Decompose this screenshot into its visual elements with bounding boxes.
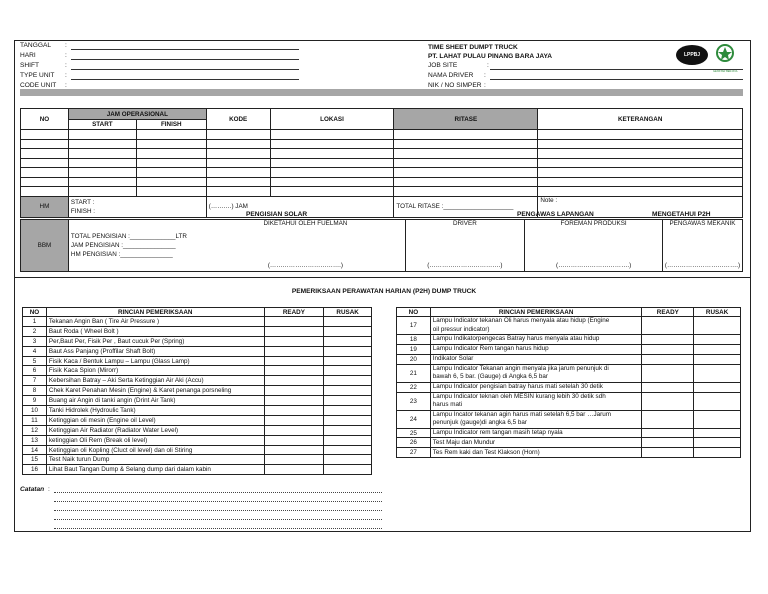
timesheet-cell[interactable] [68, 177, 136, 187]
p2h-ready-cell[interactable] [264, 317, 324, 327]
timesheet-cell[interactable] [21, 149, 69, 159]
p2h-left-row [23, 396, 372, 406]
total-ritase: TOTAL RITASE :____________________ [394, 196, 538, 217]
p2h-ready-cell[interactable] [642, 448, 694, 458]
p2h-left-row [23, 366, 372, 376]
driver-cell [405, 220, 525, 272]
p2h-item-no: 27 [397, 448, 431, 458]
p2h-item-line1: Lampu Indicator pengisian batray harus mati setelah 30 detik [432, 382, 603, 390]
p2h-item-line1: Lampu Indicator Rem tangan harus hidup [432, 345, 549, 353]
p2h-right-row [397, 428, 741, 438]
p2h-right-row [397, 344, 741, 354]
col-kode-header: KODE [206, 109, 270, 130]
jam-pengisian: JAM PENGISIAN :_______________ [70, 242, 176, 249]
p2h-left-row [23, 465, 372, 475]
p2h-ready-cell[interactable] [264, 415, 324, 425]
timesheet-table [20, 108, 743, 218]
p2h-item-line1: Lampu Indikatorpengecas Batray harus menyala atau hidup [432, 335, 600, 343]
timesheet-cell[interactable] [206, 158, 270, 168]
p2h-rusak-cell[interactable] [324, 435, 372, 445]
p2h-item-no: 15 [23, 455, 47, 465]
p2h-item-text: Buang air Angin di tanki angin (Drint Air Tank) [46, 396, 264, 406]
p2h-rusak-cell[interactable] [324, 396, 372, 406]
timesheet-cell[interactable] [394, 139, 538, 149]
p2h-item-no: 18 [397, 335, 431, 345]
header-right-field-colon: : [484, 72, 486, 79]
p2h-ready-cell[interactable] [642, 438, 694, 448]
p2h-item-text: ketinggian Oli Rem (Break oli level) [46, 435, 264, 445]
p2h-item-line1: Indikator Solar [432, 354, 474, 362]
p2h-item-no: 9 [23, 396, 47, 406]
p2h-ready-cell[interactable] [642, 410, 694, 428]
timesheet-row [21, 158, 743, 168]
p2h-rusak-cell[interactable] [324, 465, 372, 475]
timesheet-cell[interactable] [136, 149, 206, 159]
col-finish-header: FINISH [136, 120, 206, 130]
p2h-rusak-cell[interactable] [324, 346, 372, 356]
header-right-field-colon: : [487, 62, 489, 69]
p2h-item-no: 7 [23, 376, 47, 386]
p2h-item-no: 20 [397, 354, 431, 364]
timesheet-cell[interactable] [394, 158, 538, 168]
timesheet-cell[interactable] [538, 187, 743, 197]
p2h-rusak-cell[interactable] [694, 410, 741, 428]
hm-jam: (……….) JAM [206, 196, 394, 217]
p2h-rusak-cell[interactable] [694, 354, 741, 364]
timesheet-cell[interactable] [394, 168, 538, 178]
p2h-item-text [430, 428, 642, 438]
total-pengisian: TOTAL PENGISIAN :_____________LTR [70, 233, 187, 240]
p2h-item-text [430, 438, 642, 448]
p2h-left-col-rincian: RINCIAN PEMERIKSAAN [46, 308, 264, 317]
timesheet-cell[interactable] [538, 177, 743, 187]
p2h-item-line1: Tes Rem kaki dan Test Klakson (Horn) [432, 448, 540, 456]
p2h-right-col-rusak: RUSAK [694, 308, 741, 317]
p2h-left-row [23, 455, 372, 465]
header-field-colon: : [65, 52, 67, 59]
p2h-item-no: 16 [23, 465, 47, 475]
p2h-left-row [23, 326, 372, 336]
p2h-item-no: 10 [23, 406, 47, 416]
p2h-item-no: 4 [23, 346, 47, 356]
header-field-label: TANGGAL [20, 42, 52, 49]
p2h-rusak-cell[interactable] [694, 438, 741, 448]
p2h-item-text [430, 392, 642, 410]
p2h-rusak-cell[interactable] [694, 317, 741, 335]
mekanik-signature: (…………………………….) [664, 262, 741, 269]
p2h-item-text [430, 448, 642, 458]
timesheet-cell[interactable] [206, 187, 270, 197]
p2h-rusak-cell[interactable] [694, 364, 741, 382]
catatan-colon: : [48, 486, 50, 493]
p2h-left-col-no: NO [23, 308, 47, 317]
p2h-item-no: 19 [397, 344, 431, 354]
p2h-rusak-cell[interactable] [694, 335, 741, 345]
timesheet-cell[interactable] [136, 158, 206, 168]
header-field-label: CODE UNIT [20, 82, 57, 89]
header-field-label: SHIFT [20, 62, 40, 69]
timesheet-cell[interactable] [136, 177, 206, 187]
p2h-item-line2: penunjuk (gauge)di angka 6,5 bar [432, 419, 527, 427]
p2h-left-row [23, 445, 372, 455]
p2h-left-col-ready: READY [264, 308, 324, 317]
p2h-right-col-rincian: RINCIAN PEMERIKSAAN [430, 308, 642, 317]
p2h-item-text: Per,Baut Per, Fisik Per , Baut cucuk Per (Spring) [46, 336, 264, 346]
p2h-rusak-cell[interactable] [324, 376, 372, 386]
p2h-item-no: 3 [23, 336, 47, 346]
p2h-item-text: Tanki Hidrolek (Hydroulic Tank) [46, 406, 264, 416]
p2h-item-line2: bawah 6, 5 bar. (Gauge) di Angka 6,5 bar [432, 373, 548, 381]
timesheet-cell[interactable] [206, 139, 270, 149]
company-logo-text: LPPBJ [683, 52, 701, 58]
p2h-rusak-cell[interactable] [324, 366, 372, 376]
p2h-ready-cell[interactable] [264, 435, 324, 445]
p2h-item-no: 21 [397, 364, 431, 382]
p2h-left-row [23, 386, 372, 396]
p2h-item-no: 11 [23, 415, 47, 425]
p2h-right-row [397, 448, 741, 458]
header-field-colon: : [65, 62, 67, 69]
p2h-item-text [430, 317, 642, 335]
p2h-rusak-cell[interactable] [324, 445, 372, 455]
timesheet-cell[interactable] [270, 149, 394, 159]
timesheet-cell[interactable] [394, 187, 538, 197]
p2h-right-row [397, 364, 741, 382]
p2h-item-line1: Lampu Indicator Tekanan angin menyala jika jarum penunjuk di [432, 364, 609, 372]
timesheet-cell[interactable] [538, 130, 743, 140]
p2h-item-line2: harus mati [432, 401, 463, 409]
mekanik-cell [663, 220, 743, 272]
timesheet-row [21, 149, 743, 159]
p2h-item-text [430, 354, 642, 364]
timesheet-cell[interactable] [394, 130, 538, 140]
header-field-colon: : [65, 82, 67, 89]
signature-table [20, 219, 743, 272]
foreman-signature: (…………………………….) [556, 262, 632, 269]
p2h-item-no: 12 [23, 425, 47, 435]
p2h-ready-cell[interactable] [264, 346, 324, 356]
timesheet-cell[interactable] [394, 149, 538, 159]
p2h-ready-cell[interactable] [642, 335, 694, 345]
foreman-cell [525, 220, 663, 272]
timesheet-row [21, 187, 743, 197]
pengisian-fields [68, 220, 206, 272]
p2h-right-row [397, 382, 741, 392]
timesheet-cell[interactable] [270, 168, 394, 178]
p2h-item-no: 8 [23, 386, 47, 396]
timesheet-cell[interactable] [206, 177, 270, 187]
timesheet-cell[interactable] [206, 168, 270, 178]
timesheet-cell[interactable] [538, 149, 743, 159]
p2h-item-text: Test Naik turun Dump [46, 455, 264, 465]
p2h-item-text: Fisik Kaca Spion (Mirorr) [46, 366, 264, 376]
timesheet-cell[interactable] [270, 158, 394, 168]
p2h-ready-cell[interactable] [264, 406, 324, 416]
timesheet-cell[interactable] [21, 187, 69, 197]
p2h-ready-cell[interactable] [642, 428, 694, 438]
p2h-rusak-cell[interactable] [694, 344, 741, 354]
p2h-left-table [22, 307, 372, 475]
p2h-item-no: 26 [397, 438, 431, 448]
timesheet-cell[interactable] [270, 177, 394, 187]
col-lokasi-header: LOKASI [270, 109, 394, 130]
timesheet-cell[interactable] [21, 168, 69, 178]
p2h-ready-cell[interactable] [642, 317, 694, 335]
timesheet-cell[interactable] [270, 139, 394, 149]
p2h-item-line1: Lampu Indicator teknan oleh MESIN kurang lebih 30 detik sdh [432, 392, 606, 400]
timesheet-cell[interactable] [538, 139, 743, 149]
timesheet-cell[interactable] [68, 130, 136, 140]
timesheet-cell[interactable] [270, 130, 394, 140]
col-keterangan-header: KETERANGAN [538, 109, 743, 130]
p2h-left-row [23, 425, 372, 435]
p2h-ready-cell[interactable] [264, 465, 324, 475]
p2h-ready-cell[interactable] [264, 326, 324, 336]
timesheet-cell[interactable] [21, 158, 69, 168]
p2h-item-no: 6 [23, 366, 47, 376]
p2h-item-line1: Lampu Indicator tekanan Oli harus menyala atau hidup (Engine [432, 317, 610, 324]
driver-signature: (…………………………….) [427, 262, 503, 269]
note: Note : [538, 196, 743, 217]
p2h-item-text: Baut Roda ( Wheel Bolt ) [46, 326, 264, 336]
p2h-item-no: 5 [23, 356, 47, 366]
p2h-left-row [23, 435, 372, 445]
p2h-item-text: Kebersihan Batray – Aki Serta Ketinggian Air Aki (Accu) [46, 376, 264, 386]
p2h-item-text: Ketinggian oli Kopling (Cluct oil level) dan oli Stiring [46, 445, 264, 455]
pengisian-solar-label: PENGISIAN SOLAR [246, 211, 308, 218]
p2h-right-col-no: NO [397, 308, 431, 317]
timesheet-cell[interactable] [538, 158, 743, 168]
p2h-item-no: 25 [397, 428, 431, 438]
bbm-label: BBM [21, 220, 69, 272]
p2h-rusak-cell[interactable] [324, 415, 372, 425]
p2h-item-no: 23 [397, 392, 431, 410]
p2h-rusak-cell[interactable] [324, 317, 372, 327]
catatan-line[interactable] [54, 528, 382, 529]
p2h-rusak-cell[interactable] [324, 425, 372, 435]
p2h-ready-cell[interactable] [264, 396, 324, 406]
p2h-item-text [430, 335, 642, 345]
section-divider [14, 277, 751, 278]
timesheet-cell[interactable] [68, 149, 136, 159]
p2h-item-no: 13 [23, 435, 47, 445]
hm-pengisian: HM PENGISIAN :_______________ [70, 251, 173, 258]
p2h-item-line1: Lampu Incator tekanan agin harus mati setelah 6,5 bar …Jarum [432, 410, 611, 418]
catatan-label: Catatan [20, 486, 45, 493]
timesheet-cell[interactable] [136, 139, 206, 149]
p2h-rusak-cell[interactable] [324, 455, 372, 465]
p2h-item-text [430, 410, 642, 428]
p2h-right-row [397, 392, 741, 410]
timesheet-cell[interactable] [206, 130, 270, 140]
p2h-item-no: 14 [23, 445, 47, 455]
timesheet-cell[interactable] [21, 139, 69, 149]
p2h-item-line1: Test Maju dan Mundur [432, 438, 496, 446]
header-right-field-colon: : [484, 82, 486, 89]
p2h-item-text: Chek Karet Penahan Mesin (Engine) & Karet penanga porsneling [46, 386, 264, 396]
p2h-item-no: 17 [397, 317, 431, 335]
p2h-item-text: Baut Ass Panjang (Proffilar Shaft Bolt) [46, 346, 264, 356]
p2h-ready-cell[interactable] [642, 392, 694, 410]
p2h-right-row [397, 317, 741, 335]
p2h-ready-cell[interactable] [642, 344, 694, 354]
mengetahui-label: MENGETAHUI P2H [652, 211, 711, 218]
fuelman-label: DIKETAHUI OLEH FUELMAN [263, 220, 348, 227]
p2h-rusak-cell[interactable] [694, 382, 741, 392]
company-name: PT. LAHAT PULAU PINANG BARA JAYA [428, 53, 553, 60]
header-right-field-label: NAMA DRIVER [428, 72, 474, 79]
timesheet-cell[interactable] [136, 130, 206, 140]
timesheet-cell[interactable] [136, 168, 206, 178]
timesheet-cell[interactable] [21, 177, 69, 187]
p2h-item-text: Ketinggian oli mesin (Engine oil Level) [46, 415, 264, 425]
mekanik-label: PENGAWAS MEKANIK [669, 220, 736, 227]
p2h-right-table [396, 307, 741, 458]
header-field-label: HARI [20, 52, 36, 59]
header-field-colon: : [65, 72, 67, 79]
p2h-left-col-rusak: RUSAK [324, 308, 372, 317]
p2h-right-row [397, 410, 741, 428]
p2h-rusak-cell[interactable] [694, 448, 741, 458]
p2h-item-line1: Lampu Indicator rem tangan masih tetap nyala [432, 428, 563, 436]
p2h-left-row [23, 317, 372, 327]
p2h-ready-cell[interactable] [264, 386, 324, 396]
p2h-item-line2: oil pressur indicator) [432, 325, 490, 333]
timesheet-cell[interactable] [206, 149, 270, 159]
driver-label: DRIVER [452, 220, 477, 227]
fuelman-cell [206, 220, 405, 272]
catatan-line[interactable] [54, 519, 382, 520]
p2h-left-row [23, 336, 372, 346]
timesheet-cell[interactable] [21, 130, 69, 140]
genstar-logo-text: GENSTAR BERJAYA [713, 70, 738, 73]
col-ritase-header: RITASE [394, 109, 538, 130]
p2h-item-text: Tekanan Angin Ban ( Tire Air Pressure ) [46, 317, 264, 327]
header-field-label: TYPE UNIT [20, 72, 55, 79]
hm-label: HM [21, 196, 69, 217]
fuelman-signature: (…………………………….) [267, 262, 344, 269]
p2h-item-text: Ketinggian Air Radiator (Radiator Water Level) [46, 425, 264, 435]
p2h-ready-cell[interactable] [264, 336, 324, 346]
timesheet-row [21, 168, 743, 178]
p2h-ready-cell[interactable] [264, 445, 324, 455]
form-title: TIME SHEET DUMPT TRUCK [428, 44, 518, 51]
timesheet-cell[interactable] [270, 187, 394, 197]
hm-start-finish [68, 196, 206, 217]
timesheet-cell[interactable] [68, 139, 136, 149]
p2h-rusak-cell[interactable] [324, 386, 372, 396]
hm-finish: FINISH : [70, 207, 96, 215]
p2h-title: PEMERIKSAAN PERAWATAN HARIAN (P2H) DUMP TRUCK [291, 288, 477, 295]
timesheet-cell[interactable] [68, 158, 136, 168]
p2h-ready-cell[interactable] [264, 366, 324, 376]
p2h-ready-cell[interactable] [264, 376, 324, 386]
p2h-item-text [430, 344, 642, 354]
p2h-item-text: Lihat Baut Tangan Dump & Selang dump dari dalam kabin [46, 465, 264, 475]
p2h-rusak-cell[interactable] [694, 428, 741, 438]
col-start-header: START [68, 120, 136, 130]
p2h-item-no: 2 [23, 326, 47, 336]
p2h-rusak-cell[interactable] [694, 392, 741, 410]
p2h-item-no: 24 [397, 410, 431, 428]
p2h-item-text: Fisik Kaca / Bentuk Lampu – Lampu (Glass Lamp) [46, 356, 264, 366]
header-right-field-label: NIK / NO SIMPER [428, 82, 482, 89]
p2h-rusak-cell[interactable] [324, 336, 372, 346]
p2h-item-no: 1 [23, 317, 47, 327]
p2h-left-row [23, 415, 372, 425]
p2h-right-row [397, 438, 741, 448]
catatan-line[interactable] [54, 492, 382, 493]
p2h-left-row [23, 356, 372, 366]
p2h-ready-cell[interactable] [264, 356, 324, 366]
timesheet-row [21, 130, 743, 140]
p2h-item-text [430, 364, 642, 382]
p2h-ready-cell[interactable] [264, 455, 324, 465]
timesheet-cell[interactable] [68, 168, 136, 178]
p2h-item-no: 22 [397, 382, 431, 392]
p2h-rusak-cell[interactable] [324, 356, 372, 366]
timesheet-row [21, 139, 743, 149]
col-jam-header: JAM OPERASIONAL [68, 109, 206, 120]
timesheet-row [21, 177, 743, 187]
timesheet-cell[interactable] [394, 177, 538, 187]
pengawas-lapangan-label: PENGAWAS LAPANGAN [517, 211, 594, 218]
timesheet-cell[interactable] [136, 187, 206, 197]
p2h-left-row [23, 376, 372, 386]
hm-start: START : [70, 198, 95, 206]
catatan-line[interactable] [54, 510, 382, 511]
p2h-right-row [397, 354, 741, 364]
p2h-rusak-cell[interactable] [324, 406, 372, 416]
col-no-header: NO [21, 109, 69, 130]
p2h-item-text [430, 382, 642, 392]
p2h-ready-cell[interactable] [264, 425, 324, 435]
timesheet-cell[interactable] [68, 187, 136, 197]
catatan-line[interactable] [54, 501, 382, 502]
p2h-ready-cell[interactable] [642, 364, 694, 382]
p2h-right-col-ready: READY [642, 308, 694, 317]
p2h-ready-cell[interactable] [642, 382, 694, 392]
header-field-colon: : [65, 42, 67, 49]
timesheet-cell[interactable] [538, 168, 743, 178]
p2h-rusak-cell[interactable] [324, 326, 372, 336]
p2h-ready-cell[interactable] [642, 354, 694, 364]
header-right-field-label: JOB SITE [428, 62, 458, 69]
foreman-label: FOREMAN PRODUKSI [560, 220, 627, 227]
p2h-right-row [397, 335, 741, 345]
p2h-left-row [23, 346, 372, 356]
p2h-left-row [23, 406, 372, 416]
